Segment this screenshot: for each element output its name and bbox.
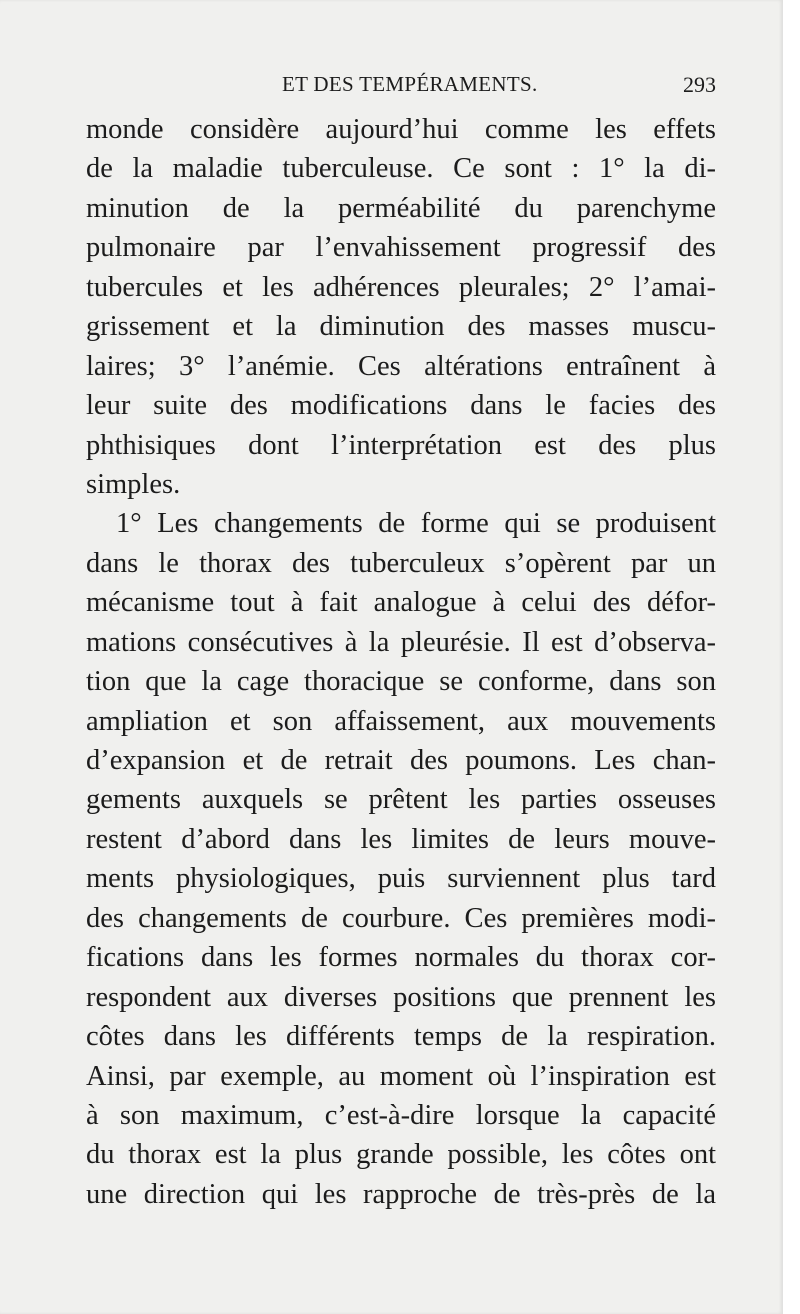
text-line: tubercules et les adhérences pleurales; 2° l’amai- [86,271,716,303]
text-line: leur suite des modifications dans le facies des [86,390,716,422]
text-line: monde considère aujourd’hui comme les effets [86,114,716,145]
page-edge [783,0,800,1314]
text-line: des changements de courbure. Ces premières modi- [86,902,716,934]
text-line: respondent aux diverses positions que prennent les [86,981,716,1013]
text-line: du thorax est la plus grande possible, les côtes ont [86,1139,716,1171]
text-line: tion que la cage thoracique se conforme, dans son [86,666,716,698]
text-line: d’expansion et de retrait des poumons. Les chan- [86,745,716,776]
text-line: ments physiologiques, puis surviennent plus tard [86,863,716,895]
text-line: grissement et la diminution des masses muscu- [86,311,716,343]
text-line: minution de la perméabilité du parenchyme [86,192,716,224]
text-line: laires; 3° l’anémie. Ces altérations entraînent à [86,350,716,382]
text-line: phthisiques dont l’interprétation est des plus [86,429,716,461]
paragraph-start-line: 1° Les changements de forme qui se produisent [116,508,716,540]
text-line: une direction qui les rapproche de très-près de la [86,1178,716,1210]
text-line: à son maximum, c’est-à-dire lorsque la capacité [86,1099,716,1131]
text-line: pulmonaire par l’envahissement progressif des [86,232,716,264]
text-line: mécanisme tout à fait analogue à celui des défor- [86,587,716,619]
text-line: gements auxquels se prêtent les parties osseuses [86,784,716,816]
text-line: restent d’abord dans les limites de leurs mouve- [86,823,716,855]
text-line: côtes dans les différents temps de la respiration. [86,1021,716,1053]
running-head [86,72,716,106]
text-line: de la maladie tuberculeuse. Ce sont : 1° la di- [86,153,716,185]
running-title: ET DES TEMPÉRAMENTS. [282,72,538,96]
text-line: dans le thorax des tuberculeux s’opèrent par un [86,547,716,579]
text-line: fications dans les formes normales du thorax cor- [86,942,716,974]
page-number: 293 [683,72,716,97]
body-text [86,110,716,1214]
text-line: ampliation et son affaissement, aux mouvements [86,705,716,737]
text-line: simples. [86,468,181,500]
text-line: Ainsi, par exemple, au moment où l’inspiration est [86,1060,716,1092]
text-line: mations consécutives à la pleurésie. Il est d’observa- [86,626,716,658]
